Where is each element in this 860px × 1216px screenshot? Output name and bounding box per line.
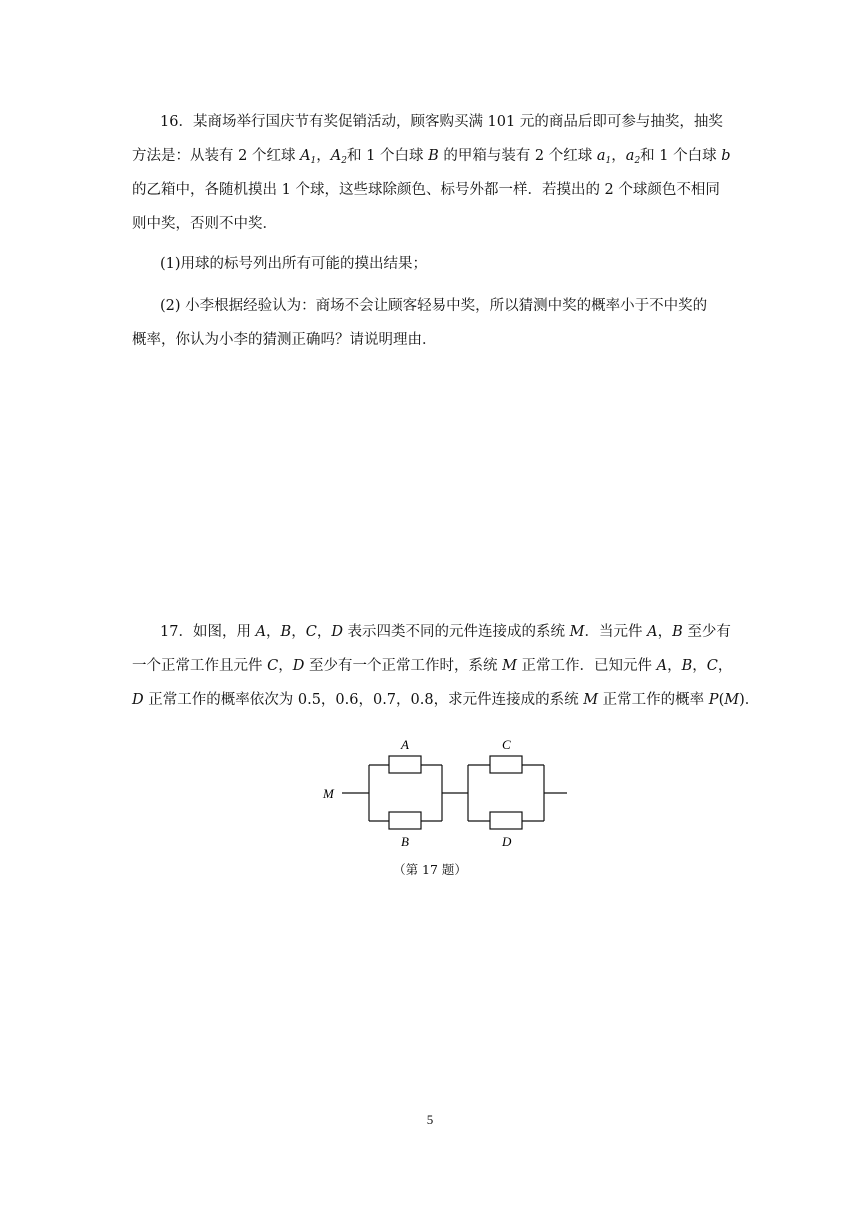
var-A2: $A_2$ xyxy=(330,148,347,166)
component-A-box xyxy=(389,756,421,773)
problem-16-line-3: 的乙箱中，各随机摸出 1 个球，这些球除颜色、标号外都一样．若摸出的 2 个球颜色不相同 xyxy=(132,182,720,198)
problem-16-line-4: 则中奖，否则不中奖． xyxy=(132,216,277,232)
var-M: M xyxy=(502,658,517,674)
text-segment: 正常工作的概率 xyxy=(598,692,709,708)
text-segment: ．当元件 xyxy=(584,624,648,640)
text-segment: 和 1 个白球 xyxy=(640,148,722,164)
var-M: M xyxy=(724,692,740,708)
var-A1: $A_1$ xyxy=(300,148,317,166)
var-C: C xyxy=(706,658,718,674)
label-C: C xyxy=(502,737,511,752)
text-segment: ， xyxy=(316,624,332,640)
var-A: A xyxy=(647,624,658,640)
var-M: M xyxy=(569,624,585,640)
var-C: C xyxy=(305,624,317,640)
var-D: D xyxy=(132,692,144,708)
label-D: D xyxy=(502,834,512,849)
var-b: b xyxy=(721,148,731,164)
problem-16-part-1: (1)用球的标号列出所有可能的摸出结果； xyxy=(160,256,428,272)
var-C: C xyxy=(267,658,279,674)
var-D: D xyxy=(292,658,305,674)
problem-16-part-2-line-2: 概率，你认为小李的猜测正确吗？请说明理由． xyxy=(132,332,437,348)
var-A: A xyxy=(255,624,267,640)
var-B: B xyxy=(428,148,439,164)
text-segment: ， xyxy=(278,658,293,674)
problem-17-number: 17． xyxy=(160,624,193,640)
label-M: M xyxy=(323,786,334,801)
text-segment: ， xyxy=(692,658,707,674)
text-segment: ， xyxy=(266,624,281,640)
component-D-box xyxy=(490,812,522,829)
text-segment: 方法是：从装有 2 个红球 xyxy=(132,148,301,164)
text-segment: 表示四类不同的元件连接成的系统 xyxy=(342,624,570,640)
figure-caption: （第 17 题） xyxy=(393,862,467,877)
problem-16-part-2-line-1: (2) 小李根据经验认为：商场不会让顾客轻易中奖，所以猜测中奖的概率小于不中奖的 xyxy=(160,298,708,314)
text-segment: )． xyxy=(739,692,760,708)
label-B: B xyxy=(401,834,409,849)
text-segment: ， xyxy=(657,624,673,640)
problem-16-text: 某商场举行国庆节有奖促销活动，顾客购买满 101 元的商品后即可参与抽奖，抽奖 xyxy=(192,114,723,130)
component-C-box xyxy=(490,756,522,773)
text-segment: 一个正常工作且元件 xyxy=(132,658,268,674)
page-number: 5 xyxy=(426,1112,434,1127)
text-segment: 正常工作的概率依次为 0.5，0.6，0.7，0.8，求元件连接成的系统 xyxy=(143,692,584,708)
text-segment: 和 1 个白球 xyxy=(347,148,429,164)
problem-16-number: 16． xyxy=(160,114,193,130)
text-segment: 至少有 xyxy=(682,624,731,640)
var-D: D xyxy=(331,624,343,640)
var-a1: $a_1$ xyxy=(596,148,612,166)
var-A: A xyxy=(656,658,668,674)
text-segment: ， xyxy=(717,658,733,674)
var-a2: $a_2$ xyxy=(625,148,641,166)
text-segment: 至少有一个正常工作时，系统 xyxy=(304,658,503,674)
var-B: B xyxy=(280,624,292,640)
text-segment: 如图，用 xyxy=(192,624,256,640)
var-B: B xyxy=(672,624,683,640)
text-segment: ， xyxy=(316,148,331,164)
text-segment: ( xyxy=(718,692,725,708)
text-segment: 的甲箱与装有 2 个红球 xyxy=(438,148,597,164)
label-A: A xyxy=(401,737,409,752)
text-segment: 正常工作．已知元件 xyxy=(516,658,657,674)
text-segment: ， xyxy=(611,148,626,164)
text-segment: ， xyxy=(291,624,306,640)
component-B-box xyxy=(389,812,421,829)
text-segment: ， xyxy=(667,658,682,674)
var-M: M xyxy=(583,692,599,708)
var-B: B xyxy=(681,658,693,674)
var-P: P xyxy=(708,692,719,708)
